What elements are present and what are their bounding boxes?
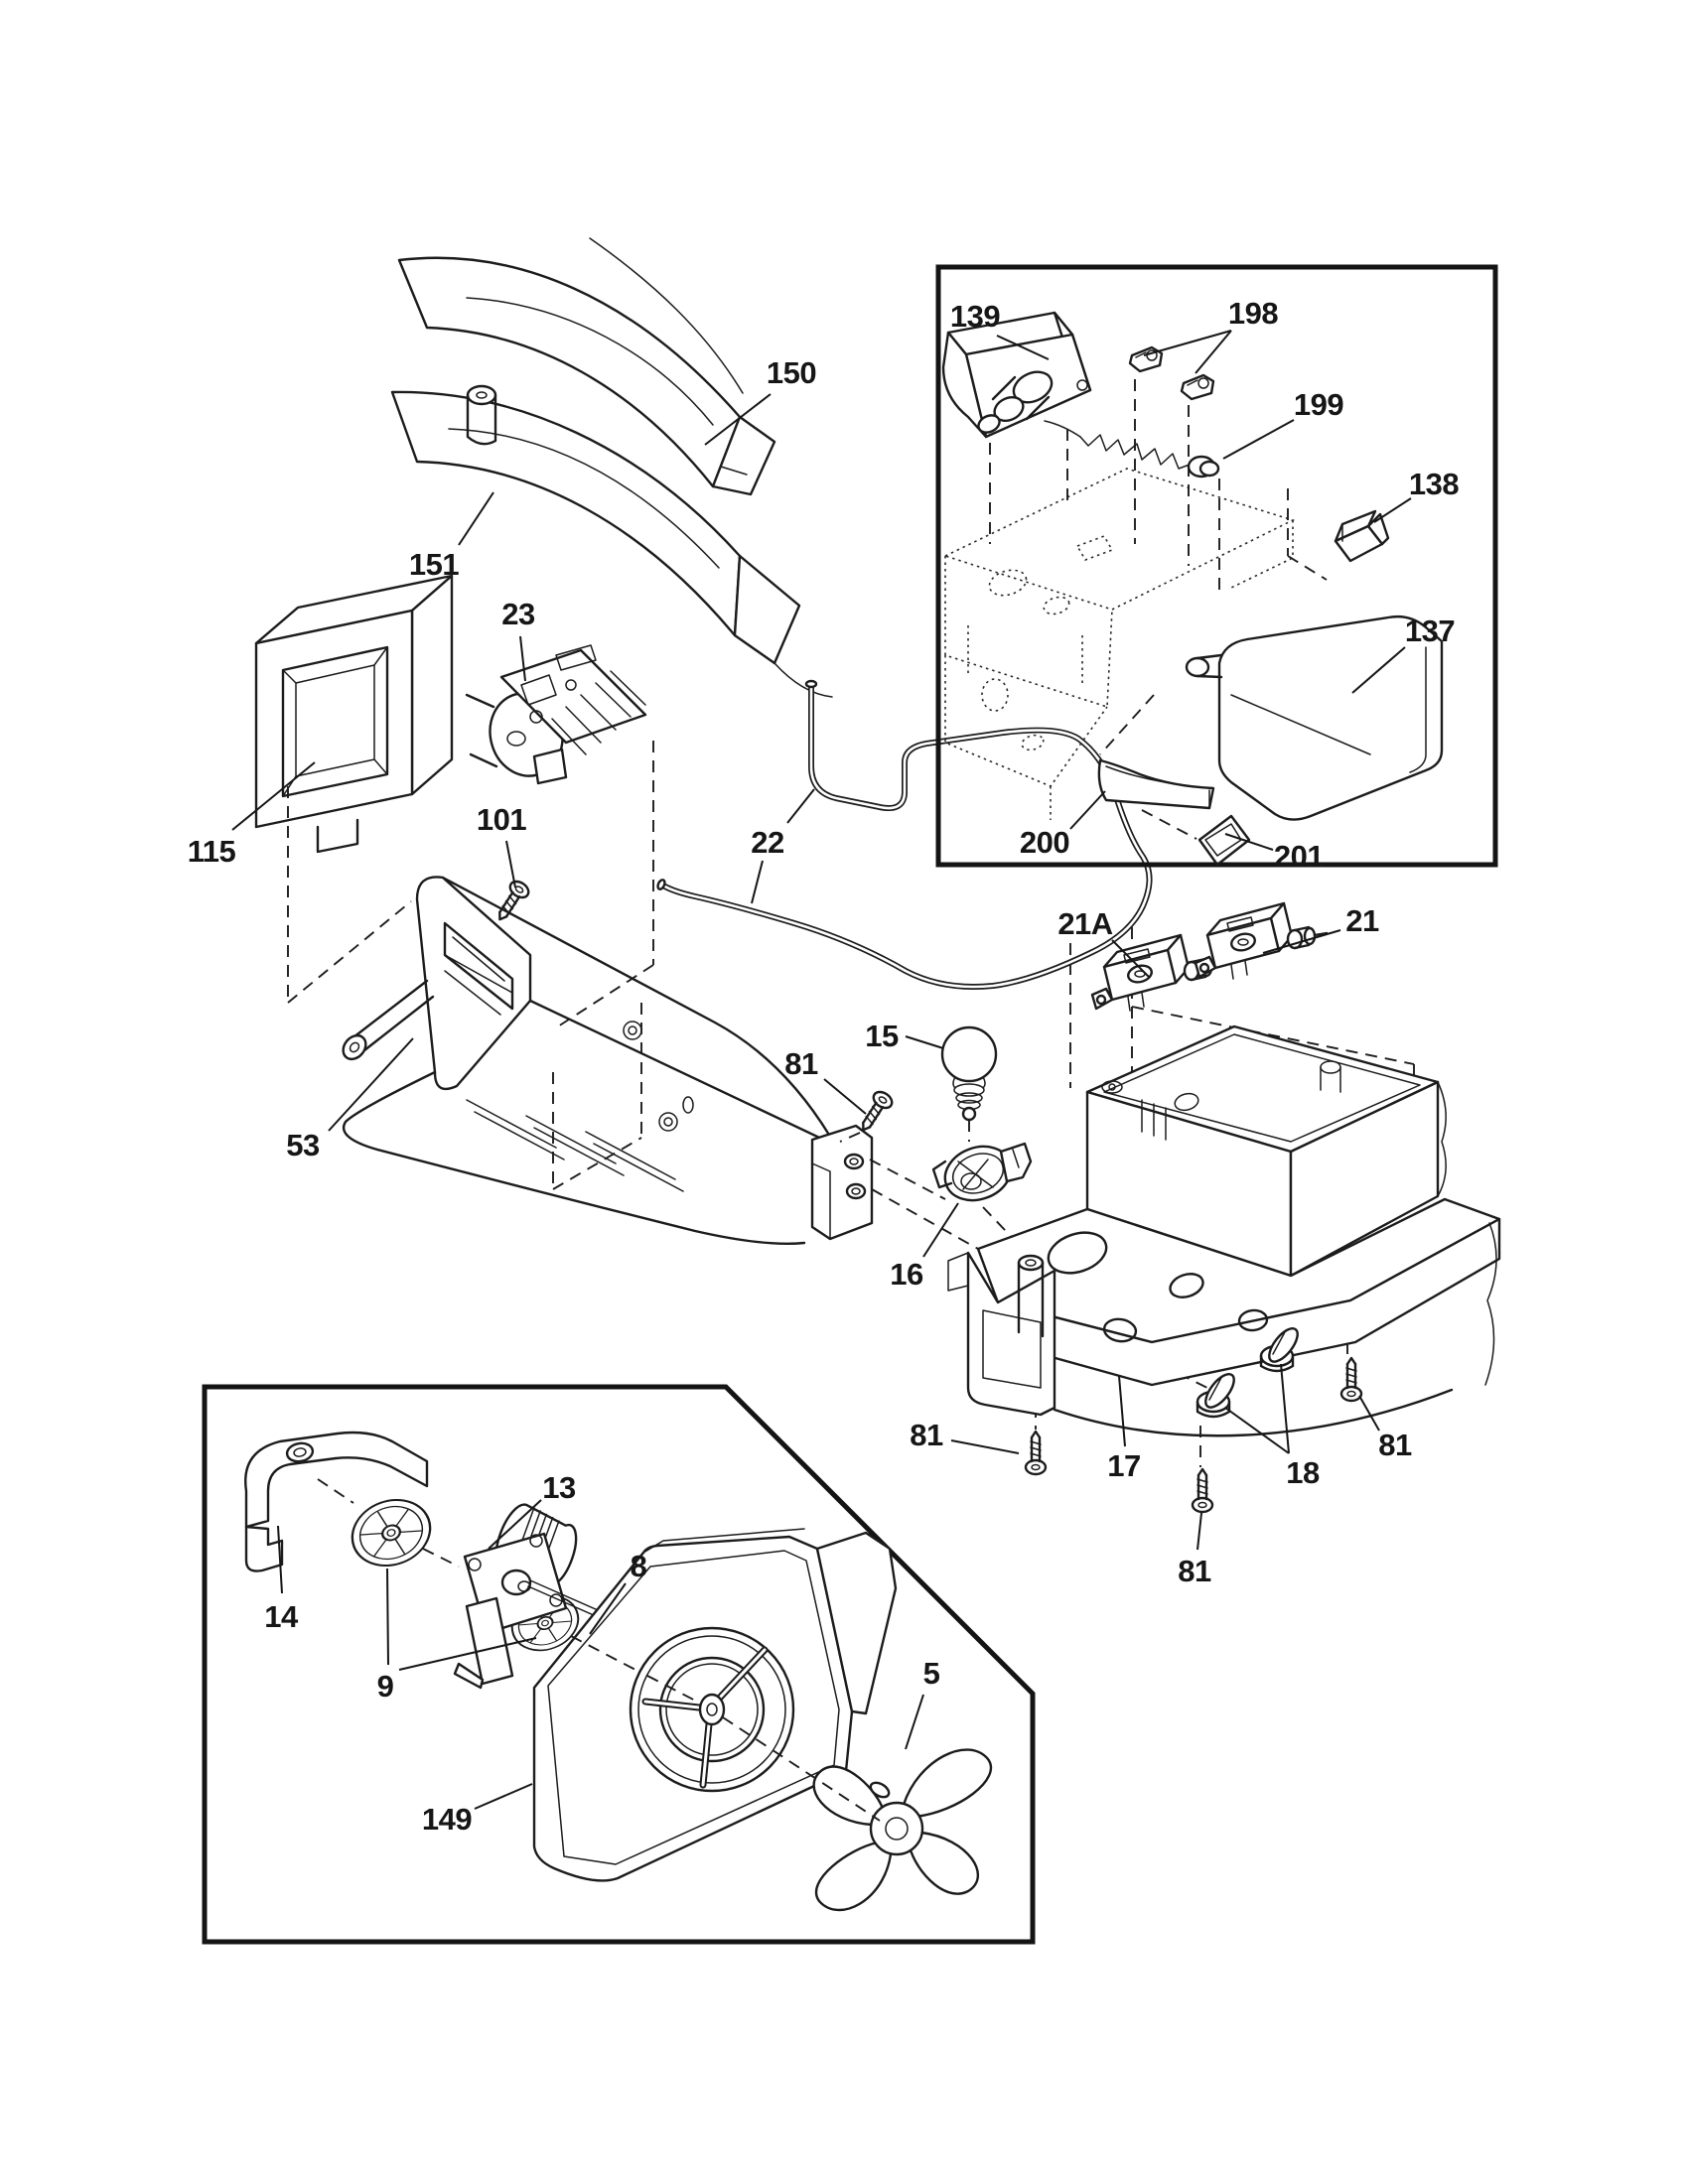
part-label-200-22 <box>1020 791 1105 860</box>
part-number: 17 <box>1107 1448 1141 1483</box>
part-number: 201 <box>1273 839 1325 874</box>
part-number: 15 <box>865 1019 899 1053</box>
part-label-199-19 <box>1223 387 1343 459</box>
leader-line <box>752 861 763 903</box>
leader-line <box>1119 1376 1125 1446</box>
leader-line <box>1281 1364 1289 1453</box>
leader-line <box>459 492 493 545</box>
part-number: 9 <box>376 1669 394 1704</box>
leader-line <box>1225 834 1273 850</box>
part-number: 200 <box>1019 825 1070 860</box>
part-number: 13 <box>542 1470 576 1505</box>
part-number: 16 <box>890 1257 923 1292</box>
part-label-81-14 <box>910 1418 1019 1453</box>
part-label-22-5 <box>751 789 814 903</box>
part-number: 81 <box>910 1418 943 1452</box>
part-label-5-29 <box>906 1656 940 1749</box>
leader-line <box>1359 1396 1379 1431</box>
part-15-light-bulb <box>942 1027 996 1120</box>
part-number: 115 <box>187 834 236 869</box>
leader-line <box>329 1038 413 1131</box>
part-198-wire-clips <box>1130 347 1213 399</box>
part-label-138-20 <box>1374 467 1459 522</box>
part-199-fill-tube-heater <box>1045 421 1218 477</box>
part-number: 81 <box>784 1046 818 1081</box>
part-number: 81 <box>1378 1428 1412 1462</box>
part-number: 18 <box>1286 1455 1320 1490</box>
part-number: 101 <box>476 802 527 837</box>
part-number: 21 <box>1345 903 1379 938</box>
leader-line <box>923 1203 958 1257</box>
leader-line <box>1197 1513 1201 1550</box>
leader-line <box>1225 1408 1289 1453</box>
part-label-81-15 <box>1178 1513 1211 1588</box>
part-label-15-8 <box>865 1019 943 1053</box>
part-number: 199 <box>1293 387 1344 422</box>
part-number: 137 <box>1404 614 1456 648</box>
part-5-fan-blade <box>814 1750 991 1910</box>
part-label-149-28 <box>422 1784 532 1837</box>
part-number: 23 <box>501 597 535 631</box>
part-number: 139 <box>949 299 1001 334</box>
leader-line <box>1223 420 1294 459</box>
leader-line <box>475 1784 532 1809</box>
leader-line <box>787 789 814 823</box>
leader-line <box>387 1569 388 1665</box>
part-number: 151 <box>408 547 460 582</box>
part-label-151-1 <box>409 492 493 582</box>
part-number: 149 <box>421 1802 473 1837</box>
part-number: 22 <box>751 825 784 860</box>
leader-line <box>1196 331 1231 373</box>
leader-line <box>506 841 515 887</box>
leader-line <box>1144 331 1231 355</box>
part-number: 5 <box>922 1656 940 1691</box>
part-number: 81 <box>1178 1554 1211 1588</box>
part-number: 150 <box>766 355 817 390</box>
leader-line <box>824 1079 866 1114</box>
part-149-fan-shroud <box>534 1529 896 1880</box>
leader-line <box>1374 498 1411 522</box>
part-number: 53 <box>286 1128 320 1162</box>
part-label-201-23 <box>1225 834 1324 874</box>
leader-line <box>906 1695 923 1749</box>
part-number: 198 <box>1227 296 1279 331</box>
part-number: 138 <box>1408 467 1460 501</box>
part-label-198-18 <box>1144 296 1278 373</box>
part-101-screw <box>492 879 531 925</box>
part-137-ice-container <box>1187 616 1442 819</box>
leader-line <box>1070 791 1105 829</box>
leader-line <box>399 1638 536 1670</box>
part-label-101-4 <box>477 802 526 887</box>
part-number: 21A <box>1057 906 1113 941</box>
part-label-18-13 <box>1225 1364 1320 1490</box>
part-151-lower-air-duct <box>392 386 832 697</box>
part-number: 8 <box>630 1549 647 1583</box>
part-200-wedge <box>1099 760 1213 808</box>
leader-line <box>906 1036 943 1048</box>
leader-line <box>951 1440 1019 1453</box>
part-16-lamp-socket <box>933 1138 1031 1209</box>
part-number: 14 <box>264 1599 298 1634</box>
part-label-81-7 <box>784 1046 866 1114</box>
